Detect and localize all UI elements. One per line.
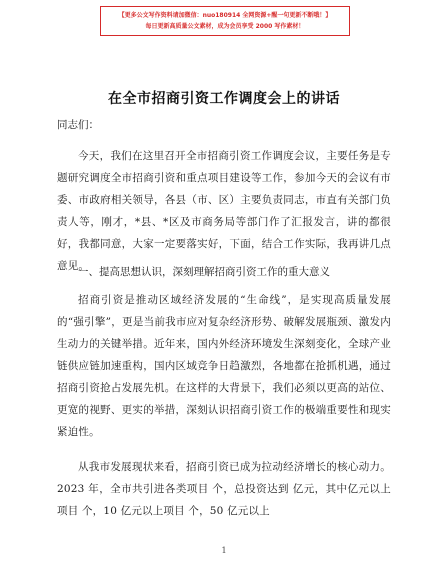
section-heading-1: 一、提高思想认识，深刻理解招商引资工作的重大意义 [78, 266, 330, 278]
page-number: 1 [221, 546, 227, 555]
paragraph-current-status: 从我市发展现状来看，招商引资已成为拉动经济增长的核心动力。2023 年，全市共引进各类项目 个，总投资达到 亿元，其中亿元以上项目 个，10 亿元以上项目 个，50 亿元以上 [57, 461, 391, 517]
promo-banner-line-1: 【更多公文写作资料请加微信：nuo180914 全网资源+醒一句更新不断哦！】 [118, 12, 332, 19]
salutation: 同志们： [57, 119, 99, 131]
paragraph-significance: 招商引资是推动区域经济发展的“生命线”，是实现高质量发展的“强引擎”，更是当前我市应对复杂经济形势、破解发展瓶颈、激发内生动力的关键举措。近年来，国内外经济环境发生深刻变化，全球产业链供应链加速重构，国内区域竞争日趋激烈，各地都在抢抓机遇，通过招商引资抢占发展先机。在这样的大背景下，我们必须以更高的站位、更宽的视野、更实的举措，深刻认识招商引资工作的极端重要性和现实紧迫性。 [57, 294, 391, 438]
promo-banner-line-2: 每日更新高质量公文素材，成为会员享受 2000 写作素材！ [145, 23, 305, 30]
paragraph-opening: 今天，我们在这里召开全市招商引资工作调度会议，主要任务是专题研究调度全市招商引资和重点项目建设等工作，参加今天的会议有市委、市政府相关领导，各县（市、区）主要负责同志，市直有关部门负责人等，刚才，*县、*区及市商务局等部门作了汇报发言，讲的都很好，我都同意，大家一定要落实好，下面，结合工作实际，我再讲几点意见。 [57, 150, 391, 272]
document-title: 在全市招商引资工作调度会上的讲话 [108, 91, 340, 107]
promo-banner [100, 6, 350, 36]
